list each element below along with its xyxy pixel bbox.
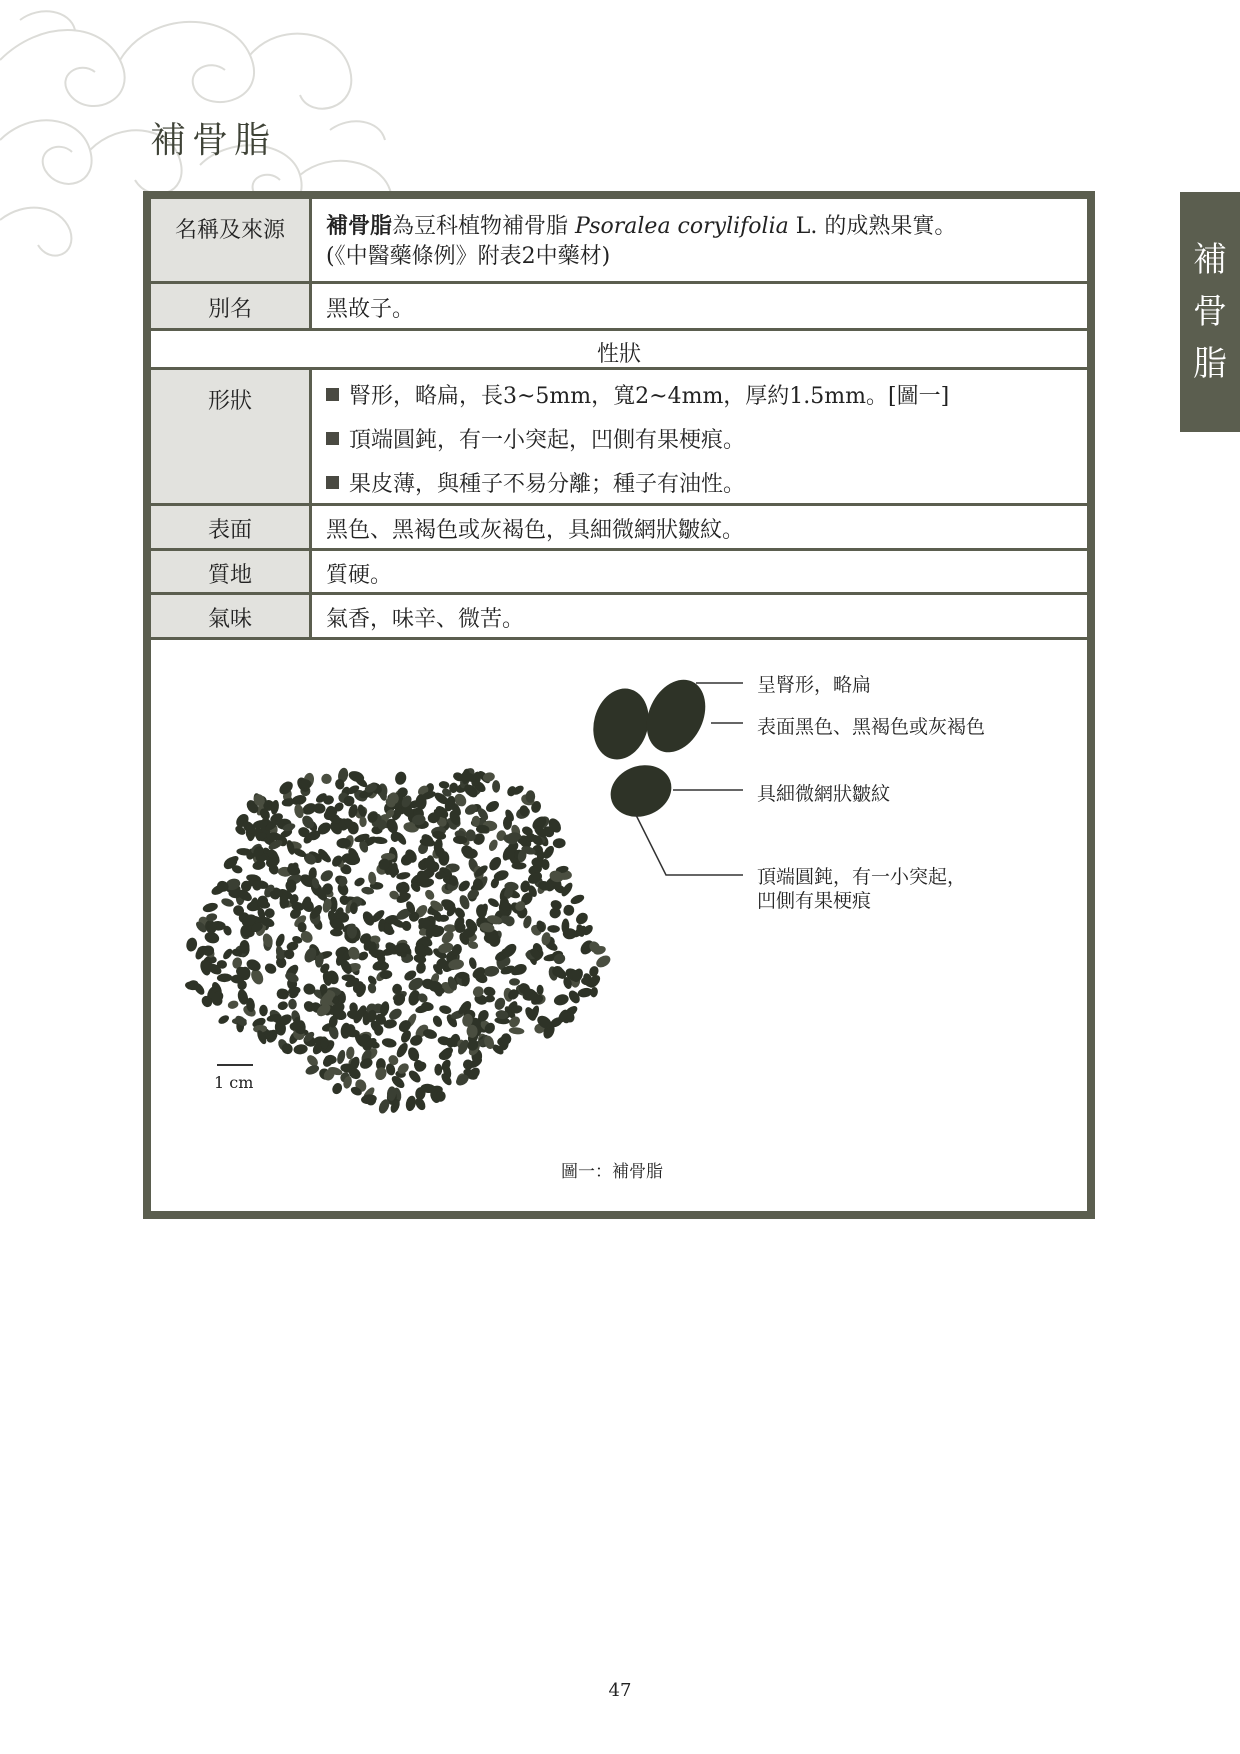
side-tab-char: 骨 xyxy=(1193,292,1227,332)
seed xyxy=(185,937,198,953)
page-number: 47 xyxy=(608,1680,632,1701)
seed xyxy=(487,896,501,908)
seed xyxy=(381,1037,397,1049)
seed xyxy=(553,838,566,849)
row-texture xyxy=(151,551,1087,592)
seed xyxy=(331,1081,344,1095)
seed xyxy=(221,947,234,961)
annotation-label: 表面黑色、黑褐色或灰褐色 xyxy=(757,716,986,738)
row-name-source xyxy=(151,199,1087,281)
seed xyxy=(397,880,412,895)
section-header: 性狀 xyxy=(151,331,1087,367)
annotation-label: 凹側有果梗痕 xyxy=(757,890,872,912)
seed xyxy=(547,925,560,933)
label-surface: 表面 xyxy=(151,506,309,548)
label-texture: 質地 xyxy=(151,551,309,592)
seed xyxy=(353,876,366,888)
shape-bullet xyxy=(326,416,1073,460)
figure-panel xyxy=(151,640,1087,1211)
value-shape xyxy=(312,370,1087,503)
value-odor: 氣香，味辛、微苦。 xyxy=(312,595,1087,637)
row-alias xyxy=(151,284,1087,328)
label-alias: 別名 xyxy=(151,284,309,328)
row-surface xyxy=(151,506,1087,548)
shape-bullet-text: 腎形，略扁，長3~5mm，寬2~4mm，厚約1.5mm。[圖一] xyxy=(349,383,950,409)
seed xyxy=(589,986,598,998)
seed xyxy=(263,961,278,975)
side-tab-char: 補 xyxy=(1193,240,1227,280)
side-tab-char: 脂 xyxy=(1193,344,1227,384)
seed xyxy=(217,1013,231,1025)
seed xyxy=(509,1027,525,1035)
herb-name-bold: 補骨脂 xyxy=(326,213,393,239)
source-text-end: L. 的成熟果實。 xyxy=(788,214,957,239)
seed xyxy=(277,1000,289,1011)
annotation-label: 頂端圓鈍，有一小突起， xyxy=(757,866,967,888)
seed xyxy=(202,901,219,913)
seed xyxy=(337,838,351,848)
source-text: 為豆科植物補骨脂 xyxy=(392,214,576,239)
seed xyxy=(431,1014,444,1028)
seed xyxy=(487,838,499,852)
seed xyxy=(483,986,497,998)
seed xyxy=(434,1064,442,1076)
seed xyxy=(293,803,305,819)
scale-label: 1 cm xyxy=(214,1073,254,1092)
seed xyxy=(484,799,501,814)
row-odor xyxy=(151,595,1087,637)
seed xyxy=(438,781,449,790)
figure-caption: 圖一：補骨脂 xyxy=(561,1162,663,1182)
seed xyxy=(220,897,235,908)
leader-line xyxy=(636,815,743,875)
row-shape xyxy=(151,370,1087,503)
seed xyxy=(319,868,336,884)
seed xyxy=(492,780,500,793)
shape-bullet xyxy=(326,460,1073,504)
row-section-header xyxy=(151,331,1087,367)
seed xyxy=(227,999,240,1010)
seed xyxy=(506,785,518,798)
side-tab xyxy=(1180,192,1240,432)
square-bullet-icon xyxy=(326,476,339,489)
seed xyxy=(553,993,570,1007)
latin-name: Psoralea corylifolia xyxy=(575,214,789,239)
seed xyxy=(274,932,286,948)
seed xyxy=(404,1095,417,1112)
seed xyxy=(574,910,590,926)
seed xyxy=(468,957,478,970)
seed xyxy=(487,855,504,873)
label-shape: 形狀 xyxy=(151,370,309,503)
annotation-label: 呈腎形，略扁 xyxy=(757,674,872,696)
seed xyxy=(240,940,250,954)
seed xyxy=(394,1041,410,1059)
seed xyxy=(259,1005,268,1017)
seed xyxy=(288,998,297,1009)
value-texture: 質硬。 xyxy=(312,551,1087,592)
annotation-label: 具細微網狀皺紋 xyxy=(757,783,891,805)
label-name-source: 名稱及來源 xyxy=(151,199,309,281)
seed xyxy=(264,908,274,918)
shape-bullet-text: 頂端圓鈍，有一小突起，凹側有果梗痕。 xyxy=(349,427,746,453)
seed-pile-group xyxy=(184,766,612,1115)
seed xyxy=(217,973,233,982)
seed xyxy=(336,1049,347,1065)
seed-closeup xyxy=(603,757,678,825)
value-surface: 黑色、黑褐色或灰褐色，具細微網狀皺紋。 xyxy=(312,506,1087,548)
shape-bullet-text: 果皮薄，與種子不易分離；種子有油性。 xyxy=(349,471,746,497)
seed xyxy=(438,1004,452,1015)
ordinance-note: (《中醫藥條例》附表2中藥材) xyxy=(326,244,611,269)
seed xyxy=(261,932,274,948)
seed-closeup xyxy=(586,682,657,766)
seed xyxy=(293,1043,308,1055)
seed xyxy=(561,903,576,918)
seed xyxy=(569,893,585,906)
seed xyxy=(321,774,332,784)
monograph-table xyxy=(143,191,1095,1219)
shape-bullet xyxy=(326,372,1073,416)
page-title: 補骨脂 xyxy=(150,120,277,161)
value-alias: 黑故子。 xyxy=(312,284,1087,328)
label-odor: 氣味 xyxy=(151,595,309,637)
seed xyxy=(423,888,436,901)
value-name-source xyxy=(312,199,1087,281)
square-bullet-icon xyxy=(326,388,339,401)
seed xyxy=(509,978,520,986)
seed xyxy=(394,770,408,786)
square-bullet-icon xyxy=(326,432,339,445)
